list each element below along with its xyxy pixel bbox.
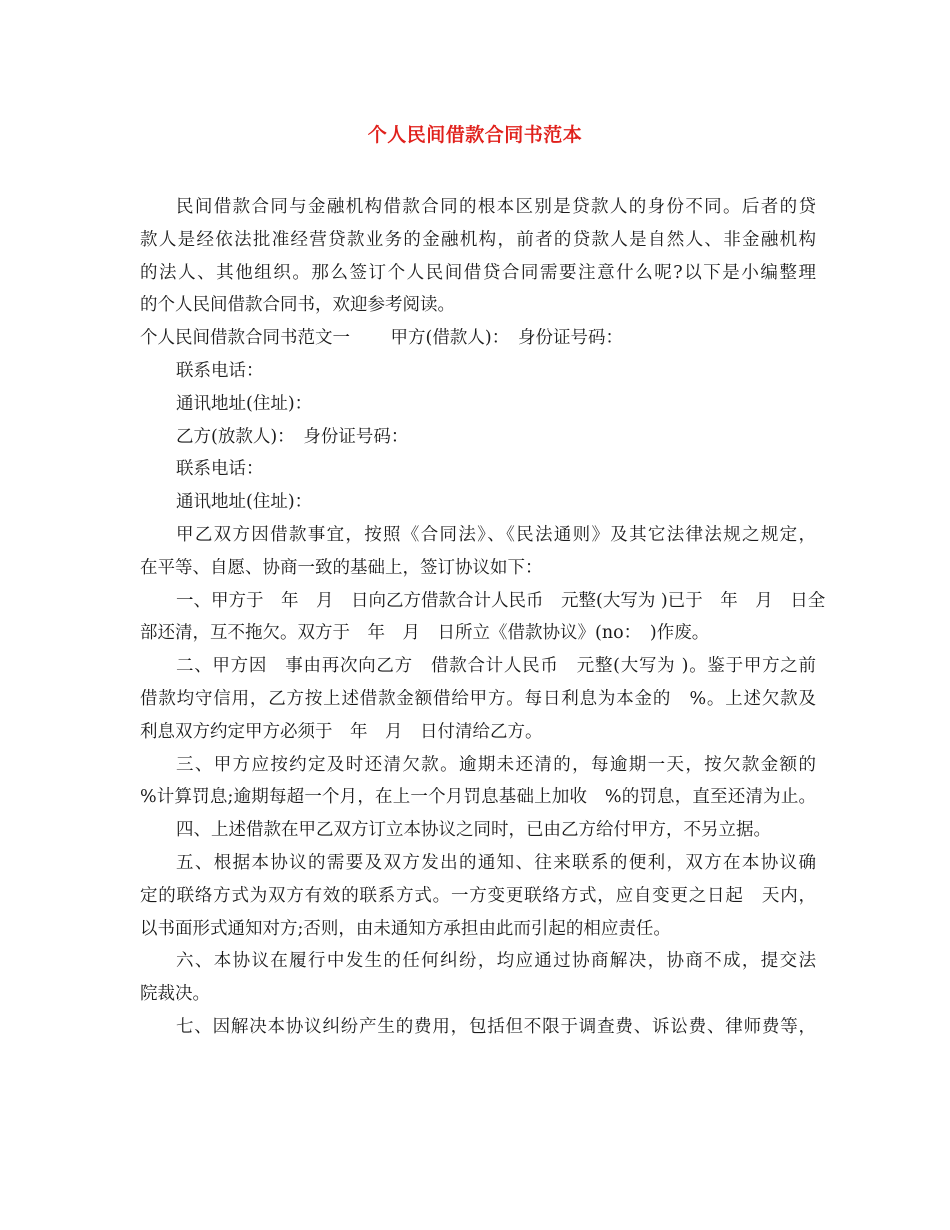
document-body <box>140 191 826 1044</box>
text-line: 在平等、自愿、协商一致的基础上，签订协议如下： <box>140 557 543 578</box>
text-line: 四、上述借款在甲乙双方订立本协议之同时，已由乙方给付甲方，不另立据。 <box>176 820 771 841</box>
text-line: 联系电话： <box>176 360 264 381</box>
text-line: 的个人民间借款合同书，欢迎参考阅读。 <box>140 295 455 316</box>
text-line: 部还清，互不拖欠。双方于 年 月 日所立《借款协议》(no： )作废。 <box>140 623 710 644</box>
text-line: 以书面形式通知对方;否则，由未通知方承担由此而引起的相应责任。 <box>140 918 671 939</box>
text-line: 甲乙双方因借款事宜，按照《合同法》、《民法通则》及其它法律法规之规定， <box>176 524 816 545</box>
text-line: %计算罚息;逾期每超一个月，在上一个月罚息基础上加收 %的罚息，直至还清为止。 <box>140 787 816 808</box>
text-line: 三、甲方应按约定及时还清欠款。逾期未还清的，每逾期一天，按欠款金额的 <box>176 754 816 775</box>
text-line: 借款均守信用，乙方按上述借款金额借给甲方。每日利息为本金的 %。上述欠款及 <box>140 688 816 709</box>
text-line: 联系电话： <box>176 459 264 480</box>
text-line: 的法人、其他组织。那么签订个人民间借贷合同需要注意什么呢?以下是小编整理 <box>140 262 816 283</box>
text-line: 个人民间借款合同书范文一 甲方(借款人)： 身份证号码： <box>140 328 623 349</box>
text-line: 院裁决。 <box>140 984 210 1005</box>
text-line: 七、因解决本协议纠纷产生的费用，包括但不限于调查费、诉讼费、律师费等， <box>176 1016 816 1037</box>
text-line: 通讯地址(住址)： <box>176 492 313 513</box>
text-line: 二、甲方因 事由再次向乙方 借款合计人民币 元整(大写为 )。鉴于甲方之前 <box>176 656 816 677</box>
text-line: 利息双方约定甲方必须于 年 月 日付清给乙方。 <box>140 721 543 742</box>
text-line: 一、甲方于 年 月 日向乙方借款合计人民币 元整(大写为 )已于 年 月 日全 <box>176 590 826 611</box>
text-line: 款人是经依法批准经营贷款业务的金融机构，前者的贷款人是自然人、非金融机构 <box>140 229 816 250</box>
text-line: 民间借款合同与金融机构借款合同的根本区别是贷款人的身份不同。后者的贷 <box>176 197 816 217</box>
text-line: 乙方(放款人)： 身份证号码： <box>176 426 409 447</box>
text-line: 通讯地址(住址)： <box>176 393 313 414</box>
text-line: 五、根据本协议的需要及双方发出的通知、往来联系的便利，双方在本协议确 <box>176 852 816 873</box>
document-title: 个人民间借款合同书范本 <box>367 124 583 146</box>
text-line: 六、本协议在履行中发生的任何纠纷，均应通过协商解决，协商不成，提交法 <box>176 951 816 972</box>
text-line: 定的联络方式为双方有效的联系方式。一方变更联络方式，应自变更之日起 天内， <box>140 885 816 906</box>
